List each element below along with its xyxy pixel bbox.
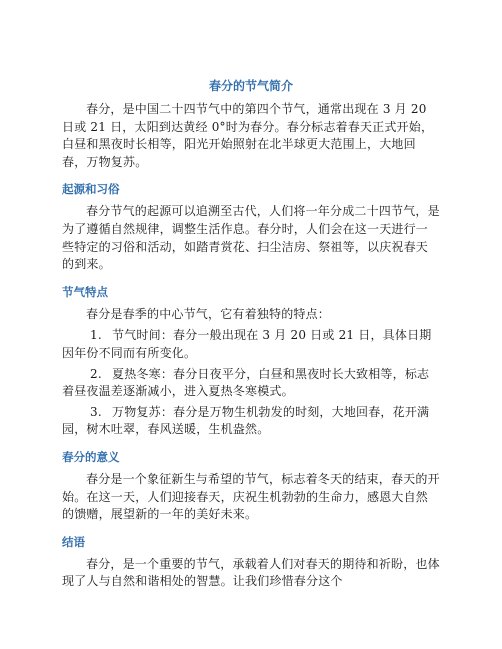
section-text-features: 春分是春季的中心节气，它有着独特的特点：: [86, 306, 331, 321]
document-page: [62, 78, 440, 591]
document-title: 春分的节气简介: [208, 79, 293, 93]
list-item: [62, 366, 440, 401]
section-heading-meaning: 春分的意义: [62, 449, 120, 464]
features-list: [62, 327, 440, 439]
section-heading-conclusion: 结语: [62, 534, 85, 549]
list-number: 1.: [90, 328, 102, 343]
section-text-origin: 春分节气的起源可以追溯至古代，人们将一年分成二十四节气，是为了遵循自然规律，调整生活作息。春分时，人们会在这一天进行一些特定的习俗和活动，如踏青赏花、扫尘洁房、祭祖等，以庆祝春天的到来。: [62, 204, 440, 272]
section-heading-features: 节气特点: [62, 284, 108, 299]
list-item-text: 节气时间：春分一般出现在 3 月 20 日或 21 日，具体日期因年份不同而有所变化。: [62, 328, 432, 360]
section-text-meaning: 春分是一个象征新生与希望的节气，标志着冬天的结束，春天的开始。在这一天，人们迎接春天，庆祝生机勃勃的生命力，感恩大自然的馈赠，展望新的一年的美好未来。: [62, 471, 440, 522]
intro-paragraph: 春分，是中国二十四节气中的第四个节气，通常出现在 3 月 20 日或 21 日，太阳到达黄经 0°时为春分。春分标志着春天正式开始，白昼和黑夜时长相等，阳光开始照射在北半球更大范围上，大地回春，万物复苏。: [62, 102, 434, 169]
list-item: [62, 404, 440, 439]
list-number: 2.: [90, 366, 102, 381]
list-item-text: 万物复苏：春分是万物生机勃发的时刻，大地回春，花开满园，树木吐翠，春风送暖，生机盎然。: [62, 404, 430, 437]
list-item: [62, 327, 440, 362]
list-item-text: 夏热冬寒：春分日夜平分，白昼和黑夜时长大致相等，标志着昼夜温差逐渐减小，进入夏热冬寒模式。: [62, 366, 430, 399]
section-text-conclusion: 春分，是一个重要的节气，承载着人们对春天的期待和祈盼，也体现了人与自然和谐相处的智慧。让我们珍惜春分这个: [62, 556, 440, 589]
section-heading-origin: 起源和习俗: [62, 182, 120, 197]
list-number: 3.: [90, 404, 102, 419]
